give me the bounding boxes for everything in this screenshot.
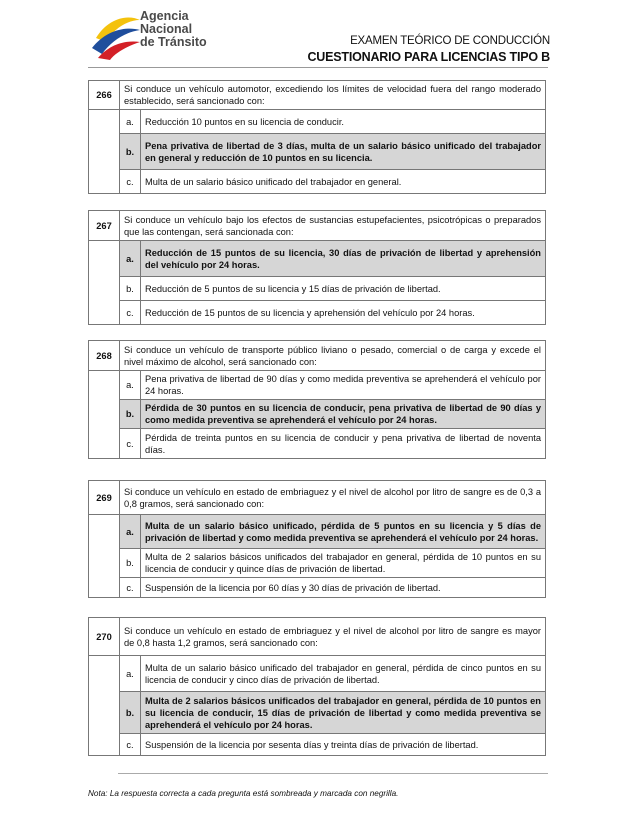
correct-option-letter: b. [120,692,141,734]
exam-heading: EXAMEN TEÓRICO DE CONDUCCIÓN [350,35,550,47]
option-letter: a. [120,110,141,134]
question-text: Si conduce un vehículo automotor, excediendo los límites de velocidad fuera del rango moderado establecido, será sancionado con: [120,81,546,110]
agency-name [140,10,207,49]
option-letter: b. [120,277,141,301]
question-number: 266 [89,81,120,110]
option-text: Multa de un salario básico unificado del trabajador en general. [141,170,546,194]
agency-line-2: Nacional [140,22,193,36]
option-letter: c. [120,301,141,325]
footer-note: Nota: La respuesta correcta a cada pregunta está sombreada y marcada con negrilla. [88,789,399,798]
question-number: 268 [89,341,120,371]
option-text: Pena privativa de libertad de 90 días y como medida preventiva se aprehenderá el vehículo por 24 horas. [141,371,546,400]
question-text: Si conduce un vehículo en estado de embriaguez y el nivel de alcohol por litro de sangre es de 0,3 a 0,8 gramos, será sancionado con: [120,481,546,515]
correct-option-letter: b. [120,134,141,170]
option-text: Suspensión de la licencia por sesenta días y treinta días de privación de libertad. [141,734,546,756]
option-text: Multa de un salario básico unificado del trabajador en general, pérdida de cinco puntos en su licencia de conducir y cinco días de privación de libertad. [141,656,546,692]
option-letter: b. [120,549,141,578]
option-letter: c. [120,578,141,598]
question-number: 270 [89,618,120,656]
correct-option-text: Reducción de 15 puntos de su licencia, 30 días de privación de libertad y aprehensión del vehículo por 24 horas. [141,241,546,277]
option-letter: c. [120,170,141,194]
correct-option-letter: b. [120,400,141,429]
question-267 [88,210,546,325]
header-divider [88,67,548,68]
option-letter: a. [120,656,141,692]
option-text: Multa de 2 salarios básicos unificados del trabajador en general, pérdida de 10 puntos en su licencia de conducir y quince días de privación de libertad. [141,549,546,578]
correct-option-text: Multa de un salario básico unificado, pérdida de 5 puntos en su licencia y 5 días de privación de libertad y como medida preventiva se aprehenderá el vehículo por 24 horas. [141,515,546,549]
question-268 [88,340,546,459]
correct-option-letter: a. [120,241,141,277]
agency-line-1: Agencia [140,9,189,23]
document-title: CUESTIONARIO PARA LICENCIAS TIPO B [307,50,550,64]
question-number: 269 [89,481,120,515]
question-number: 267 [89,211,120,241]
option-letter: c. [120,429,141,459]
option-letter: c. [120,734,141,756]
option-letter: a. [120,371,141,400]
correct-option-letter: a. [120,515,141,549]
question-270 [88,617,546,756]
question-text: Si conduce un vehículo bajo los efectos de sustancias estupefacientes, psicotrópicas o preparados que las contengan, será sancionada con: [120,211,546,241]
question-text: Si conduce un vehículo en estado de embriaguez y el nivel de alcohol por litro de sangre es mayor de 0,8 hasta 1,2 gramos, será sancionado con: [120,618,546,656]
correct-option-text: Pena privativa de libertad de 3 días, multa de un salario básico unificado del trabajador en general y reducción de 10 puntos en su licencia. [141,134,546,170]
correct-option-text: Multa de 2 salarios básicos unificados del trabajador en general, pérdida de 10 puntos en su licencia de conducir, 15 días de privación de libertad y como medida preventiva se aprehenderá el vehículo por 24 horas. [141,692,546,734]
question-266 [88,80,546,194]
option-text: Reducción de 15 puntos de su licencia y aprehensión del vehículo por 24 horas. [141,301,546,325]
option-text: Suspensión de la licencia por 60 días y 30 días de privación de libertad. [141,578,546,598]
question-269 [88,480,546,598]
option-text: Reducción de 5 puntos de su licencia y 15 días de privación de libertad. [141,277,546,301]
option-text: Pérdida de treinta puntos en su licencia de conducir y pena privativa de libertad de noventa días. [141,429,546,459]
option-text: Reducción 10 puntos en su licencia de conducir. [141,110,546,134]
footer-divider [118,773,548,774]
correct-option-text: Pérdida de 30 puntos en su licencia de conducir, pena privativa de libertad de 90 días y como medida preventiva se aprehenderá el vehículo por 24 horas. [141,400,546,429]
agency-line-3: de Tránsito [140,35,207,49]
question-text: Si conduce un vehículo de transporte público liviano o pesado, comercial o de carga y excede el nivel máximo de alcohol, será sancionado con: [120,341,546,371]
